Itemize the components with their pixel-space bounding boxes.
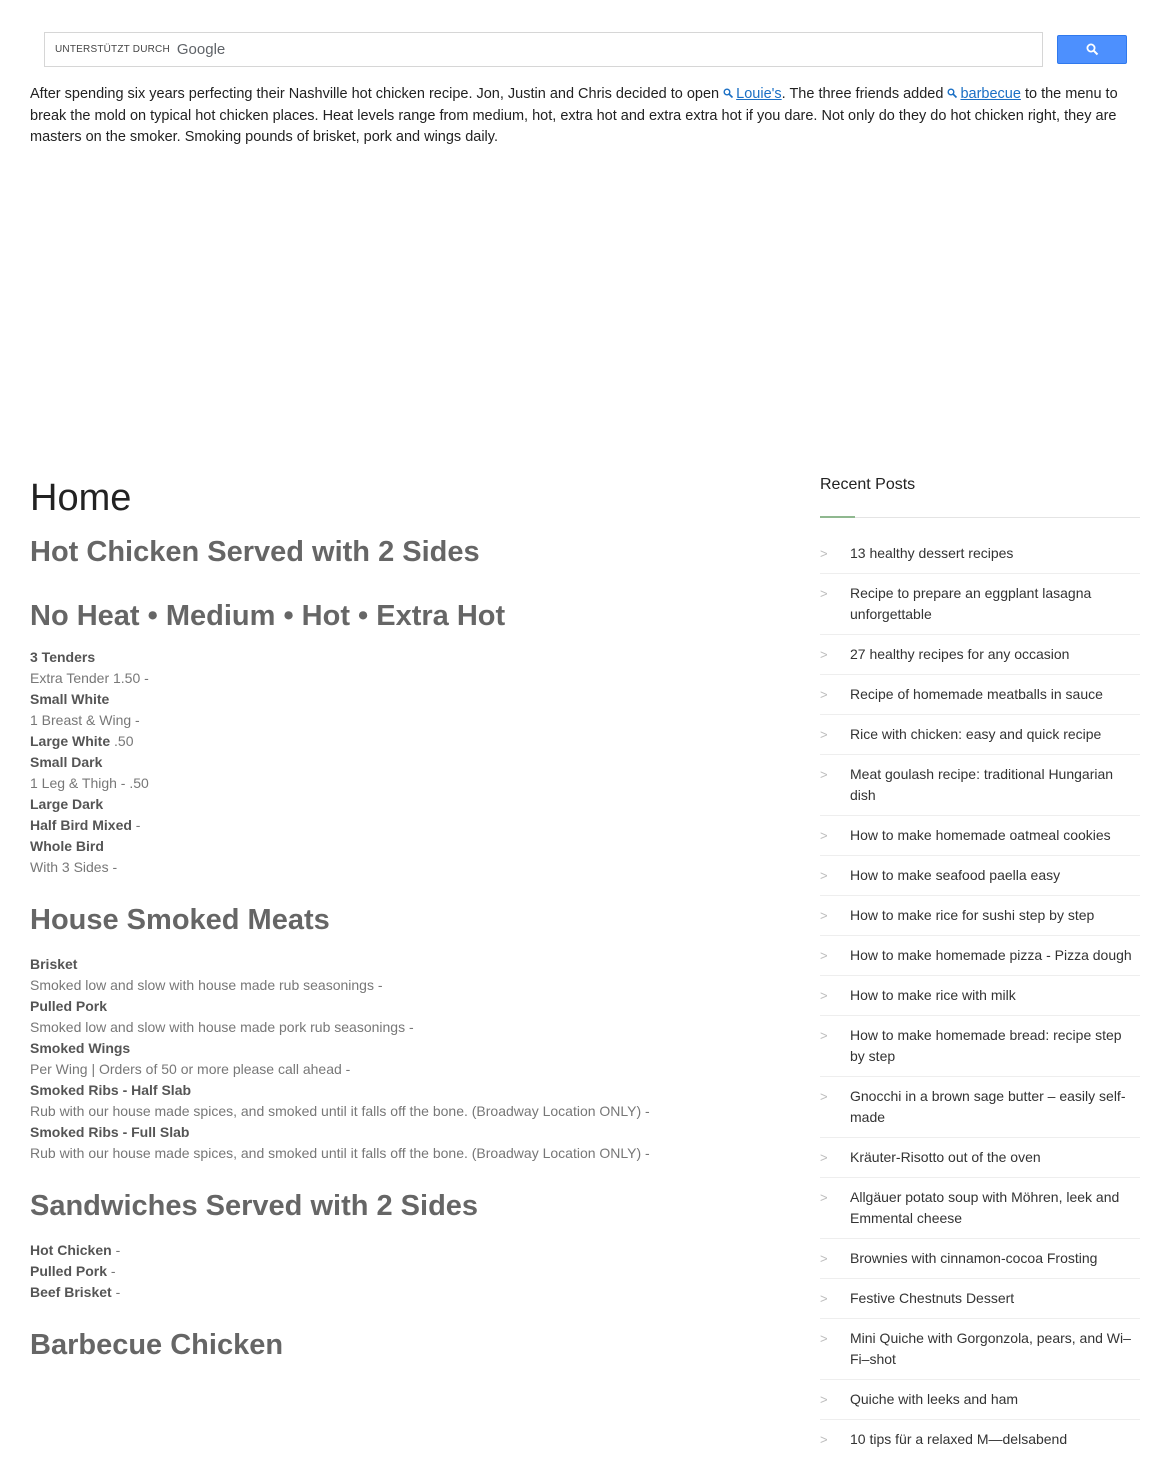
recent-post-item[interactable] — [820, 635, 1140, 675]
chevron-right-icon: > — [820, 546, 828, 561]
chevron-right-icon: > — [820, 948, 828, 963]
menu-item — [30, 1059, 770, 1080]
menu-item-name: Whole Bird — [30, 838, 104, 854]
recent-post-item[interactable] — [820, 1239, 1140, 1279]
site-search — [44, 32, 1126, 67]
recent-post-link[interactable]: Kräuter-Risotto out of the oven — [850, 1149, 1041, 1165]
chevron-right-icon: > — [820, 1331, 828, 1346]
menu-item — [30, 731, 770, 752]
recent-post-item[interactable] — [820, 1420, 1140, 1459]
menu-item — [30, 815, 770, 836]
menu-item-detail: 1 Breast & Wing - — [30, 712, 140, 728]
menu-item — [30, 773, 770, 794]
section-title-sandwiches: Sandwiches Served with 2 Sides — [30, 1190, 479, 1222]
menu-item-name: Small White — [30, 691, 110, 707]
louies-link[interactable]: Louie's — [736, 86, 782, 102]
google-brand: Google — [176, 41, 226, 58]
menu-item-detail: - — [111, 1242, 121, 1258]
menu-item-name: Brisket — [30, 956, 78, 972]
chevron-right-icon: > — [820, 687, 828, 702]
recent-post-link[interactable]: How to make homemade oatmeal cookies — [850, 827, 1111, 843]
search-icon — [1086, 43, 1099, 56]
menu-item — [30, 689, 770, 710]
recent-post-item[interactable] — [820, 976, 1140, 1016]
recent-post-link[interactable]: How to make rice with milk — [850, 987, 1016, 1003]
menu-item-name: Pulled Pork — [30, 1263, 108, 1279]
recent-post-item[interactable] — [820, 1380, 1140, 1420]
recent-post-link[interactable]: 27 healthy recipes for any occasion — [850, 646, 1070, 662]
section-title-heat-levels: No Heat • Medium • Hot • Extra Hot — [30, 600, 506, 632]
section-title-bbq-chicken: Barbecue Chicken — [30, 1329, 284, 1361]
recent-post-link[interactable]: How to make homemade bread: recipe step by step — [850, 1027, 1122, 1064]
chevron-right-icon: > — [820, 1251, 828, 1266]
chevron-right-icon: > — [820, 908, 828, 923]
recent-post-link[interactable]: Meat goulash recipe: traditional Hungarian dish — [850, 766, 1114, 803]
chevron-right-icon: > — [820, 1432, 828, 1447]
recent-post-item[interactable] — [820, 715, 1140, 755]
search-button[interactable] — [1057, 35, 1127, 64]
menu-item-detail: - — [111, 1284, 121, 1300]
recent-post-link[interactable]: How to make homemade pizza - Pizza dough — [850, 947, 1132, 963]
chevron-right-icon: > — [820, 647, 828, 662]
recent-post-link[interactable]: How to make rice for sushi step by step — [850, 907, 1095, 923]
recent-post-link[interactable]: Festive Chestnuts Dessert — [850, 1290, 1015, 1306]
recent-post-link[interactable]: Allgäuer potato soup with Möhren, leek and Emmental cheese — [850, 1189, 1120, 1226]
menu-item-name: Pulled Pork — [30, 998, 108, 1014]
barbecue-link[interactable]: barbecue — [960, 86, 1021, 102]
recent-post-item[interactable] — [820, 1077, 1140, 1138]
recent-post-link[interactable]: Recipe of homemade meatballs in sauce — [850, 686, 1103, 702]
chevron-right-icon: > — [820, 767, 828, 782]
menu-item-detail: With 3 Sides - — [30, 859, 118, 875]
chevron-right-icon: > — [820, 727, 828, 742]
menu-item — [30, 996, 770, 1017]
section-title-hot-chicken: Hot Chicken Served with 2 Sides — [30, 536, 480, 568]
intro-paragraph — [30, 84, 1140, 148]
keyword-search-icon — [947, 85, 960, 106]
keyword-search-icon — [723, 85, 736, 106]
section-title-smoked-meats: House Smoked Meats — [30, 904, 330, 936]
recent-post-link[interactable]: How to make seafood paella easy — [850, 867, 1061, 883]
menu-list-sandwiches — [30, 1240, 770, 1303]
recent-posts-divider — [820, 517, 1140, 518]
recent-posts-list — [820, 534, 1140, 1459]
menu-item-name: Smoked Ribs - Half Slab — [30, 1082, 192, 1098]
recent-posts-title: Recent Posts — [820, 476, 916, 493]
chevron-right-icon: > — [820, 1028, 828, 1043]
recent-post-item[interactable] — [820, 856, 1140, 896]
menu-item-detail: Rub with our house made spices, and smoked until it falls off the bone. (Broadway Location ONLY) - — [30, 1145, 650, 1161]
menu-item-detail: Smoked low and slow with house made pork rub seasonings - — [30, 1019, 414, 1035]
menu-item-detail: - — [131, 817, 141, 833]
menu-item-name: Hot Chicken — [30, 1242, 112, 1258]
menu-item-name: Beef Brisket — [30, 1284, 112, 1300]
menu-item — [30, 1017, 770, 1038]
recent-post-item[interactable] — [820, 534, 1140, 574]
chevron-right-icon: > — [820, 828, 828, 843]
chevron-right-icon: > — [820, 868, 828, 883]
main-content — [30, 476, 770, 1363]
menu-item — [30, 1122, 770, 1143]
menu-list-chicken — [30, 647, 770, 878]
menu-item — [30, 752, 770, 773]
menu-item-detail: Rub with our house made spices, and smoked until it falls off the bone. (Broadway Location ONLY) - — [30, 1103, 650, 1119]
recent-post-item[interactable] — [820, 816, 1140, 856]
recent-post-link[interactable]: 13 healthy dessert recipes — [850, 545, 1014, 561]
page-title: Home — [30, 477, 132, 519]
menu-item — [30, 1101, 770, 1122]
menu-item-name: Large Dark — [30, 796, 104, 812]
menu-item-name: Smoked Ribs - Full Slab — [30, 1124, 190, 1140]
menu-item — [30, 647, 770, 668]
chevron-right-icon: > — [820, 988, 828, 1003]
menu-item — [30, 975, 770, 996]
recent-post-item[interactable] — [820, 1319, 1140, 1380]
recent-post-link[interactable]: Rice with chicken: easy and quick recipe — [850, 726, 1102, 742]
powered-by-label: UNTERSTÜTZT DURCH — [55, 44, 170, 55]
intro-text-2: . The three friends added — [781, 86, 948, 102]
menu-item-detail: Extra Tender 1.50 - — [30, 670, 149, 686]
recent-post-item[interactable] — [820, 1138, 1140, 1178]
recent-post-item[interactable] — [820, 896, 1140, 936]
chevron-right-icon: > — [820, 1089, 828, 1104]
menu-item-detail: - — [107, 1263, 116, 1279]
menu-item-name: Large White — [30, 733, 111, 749]
menu-item — [30, 1038, 770, 1059]
menu-item-detail: .50 — [110, 733, 134, 749]
recent-post-link[interactable]: Gnocchi in a brown sage butter – easily self-made — [850, 1088, 1126, 1125]
recent-post-link[interactable]: Mini Quiche with Gorgonzola, pears, and Wi–Fi–shot — [850, 1330, 1131, 1367]
recent-post-item[interactable] — [820, 1178, 1140, 1239]
menu-item-name: 3 Tenders — [30, 649, 96, 665]
menu-item — [30, 1261, 770, 1282]
menu-item — [30, 836, 770, 857]
menu-item — [30, 857, 770, 878]
recent-post-item[interactable] — [820, 1279, 1140, 1319]
chevron-right-icon: > — [820, 586, 828, 601]
intro-text-3: to the menu to break the mold on typical hot chicken places. Heat levels range from medium, hot, extra hot and extra extra hot if you dare. Not only do they do hot chicken right, they are masters on the smoker. Smoking pounds of brisket, pork and wings daily. — [30, 86, 1118, 145]
recent-post-link[interactable]: 10 tips für a relaxed M—delsabend — [850, 1431, 1068, 1447]
recent-post-item[interactable] — [820, 1016, 1140, 1077]
menu-list-meats — [30, 954, 770, 1164]
menu-item-detail: Smoked low and slow with house made rub seasonings - — [30, 977, 383, 993]
chevron-right-icon: > — [820, 1190, 828, 1205]
menu-item — [30, 710, 770, 731]
recent-post-link[interactable]: Brownies with cinnamon-cocoa Frosting — [850, 1250, 1098, 1266]
sidebar — [820, 474, 1140, 1459]
chevron-right-icon: > — [820, 1392, 828, 1407]
recent-post-item[interactable] — [820, 755, 1140, 816]
recent-post-item[interactable] — [820, 574, 1140, 635]
recent-post-link[interactable]: Recipe to prepare an eggplant lasagna unforgettable — [850, 585, 1092, 622]
recent-post-item[interactable] — [820, 936, 1140, 976]
chevron-right-icon: > — [820, 1150, 828, 1165]
menu-item-name: Smoked Wings — [30, 1040, 131, 1056]
chevron-right-icon: > — [820, 1291, 828, 1306]
menu-item — [30, 668, 770, 689]
menu-item — [30, 1282, 770, 1303]
recent-post-link[interactable]: Quiche with leeks and ham — [850, 1391, 1019, 1407]
menu-item — [30, 794, 770, 815]
menu-item — [30, 954, 770, 975]
menu-item — [30, 1240, 770, 1261]
menu-item-detail: 1 Leg & Thigh - .50 — [30, 775, 149, 791]
menu-item — [30, 1143, 770, 1164]
recent-post-item[interactable] — [820, 675, 1140, 715]
menu-item — [30, 1080, 770, 1101]
menu-item-name: Small Dark — [30, 754, 103, 770]
search-input[interactable] — [44, 32, 1043, 67]
menu-item-name: Half Bird Mixed — [30, 817, 132, 833]
menu-item-detail: Per Wing | Orders of 50 or more please call ahead - — [30, 1061, 351, 1077]
intro-text-1: After spending six years perfecting their Nashville hot chicken recipe. Jon, Justin and Chris decided to open — [30, 86, 724, 102]
